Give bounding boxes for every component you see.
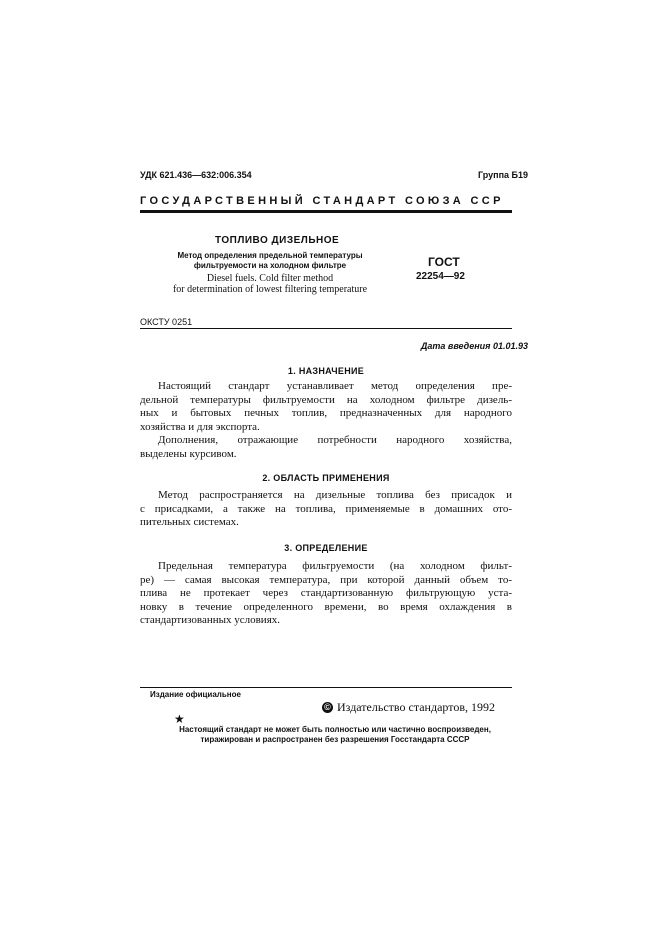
subtitle-line: Метод определения предельной температуры: [177, 251, 363, 260]
paragraph-line: хозяйства и для экспорта.: [140, 420, 260, 433]
paragraph-line: дельной температуры фильтруемости на холодном фильтре дизель-: [140, 393, 512, 406]
notice-line: тиражирован и распространен без разрешения Госстандарта СССР: [200, 735, 470, 744]
okstu-code: ОКСТУ 0251: [140, 317, 193, 327]
copyright-icon: ©: [322, 702, 333, 713]
paragraph-line: пительных системах.: [140, 516, 239, 528]
official-edition-label: Издание официальное: [150, 690, 241, 699]
star-icon: ★: [174, 712, 185, 726]
section-paragraph: [140, 380, 512, 461]
section-heading: 2. ОБЛАСТЬ ПРИМЕНЕНИЯ: [262, 473, 390, 483]
paragraph-line: ре) — самая высокая температура, при которой данный объем то-: [140, 573, 512, 586]
copyright-line: [322, 700, 495, 715]
footer-divider: [140, 687, 512, 688]
english-title-line: Diesel fuels. Cold filter method: [206, 273, 334, 284]
reproduction-notice: [155, 725, 515, 745]
introduction-date: Дата введения 01.01.93: [420, 341, 528, 351]
section-heading: 3. ОПРЕДЕЛЕНИЕ: [284, 543, 368, 553]
section-paragraph: [140, 560, 512, 628]
paragraph-line: плива не протекает через стандартизованную фильтрующую уста-: [140, 587, 512, 599]
paragraph-line: Метод распространяется на дизельные топлива без присадок и: [158, 489, 512, 501]
notice-line: Настоящий стандарт не может быть полностью или частично воспроизведен,: [179, 725, 491, 734]
document-title: ТОПЛИВО ДИЗЕЛЬНОЕ: [215, 235, 340, 246]
paragraph-line: Настоящий стандарт устанавливает метод определения пре-: [158, 380, 512, 392]
paragraph-line: ных и бытовых печных топлив, предназначенных для народного: [140, 407, 512, 419]
document-subtitle: [155, 251, 385, 271]
gost-label: ГОСТ: [428, 255, 460, 269]
paragraph-line: выделены курсивом.: [140, 447, 237, 460]
english-title-line: for determination of lowest filtering temperature: [172, 284, 368, 295]
okstu-divider: [140, 328, 512, 329]
copyright-text: Издательство стандартов, 1992: [337, 700, 495, 714]
group-code: Группа Б19: [477, 170, 528, 180]
paragraph-line: с присадками, а также на топлива, применяемые в домашних ото-: [140, 502, 512, 515]
paragraph-line: Дополнения, отражающие потребности народного хозяйства,: [158, 434, 512, 446]
gost-number: 22254—92: [416, 271, 465, 282]
section-paragraph: [140, 489, 512, 530]
english-title: [150, 273, 390, 295]
subtitle-line: фильтруемости на холодном фильтре: [193, 261, 347, 270]
paragraph-line: Предельная температура фильтруемости (на холодном фильт-: [158, 560, 512, 572]
header-divider: [140, 210, 512, 213]
udk-code: УДК 621.436—632:006.354: [140, 170, 252, 180]
paragraph-line: новку в течение определенного времени, во время охлаждения в: [140, 600, 512, 613]
paragraph-line: стандартизованных условиях.: [140, 614, 281, 626]
state-standard-header: ГОСУДАРСТВЕННЫЙ СТАНДАРТ СОЮЗА ССР: [140, 195, 504, 207]
section-heading: 1. НАЗНАЧЕНИЕ: [287, 366, 365, 376]
